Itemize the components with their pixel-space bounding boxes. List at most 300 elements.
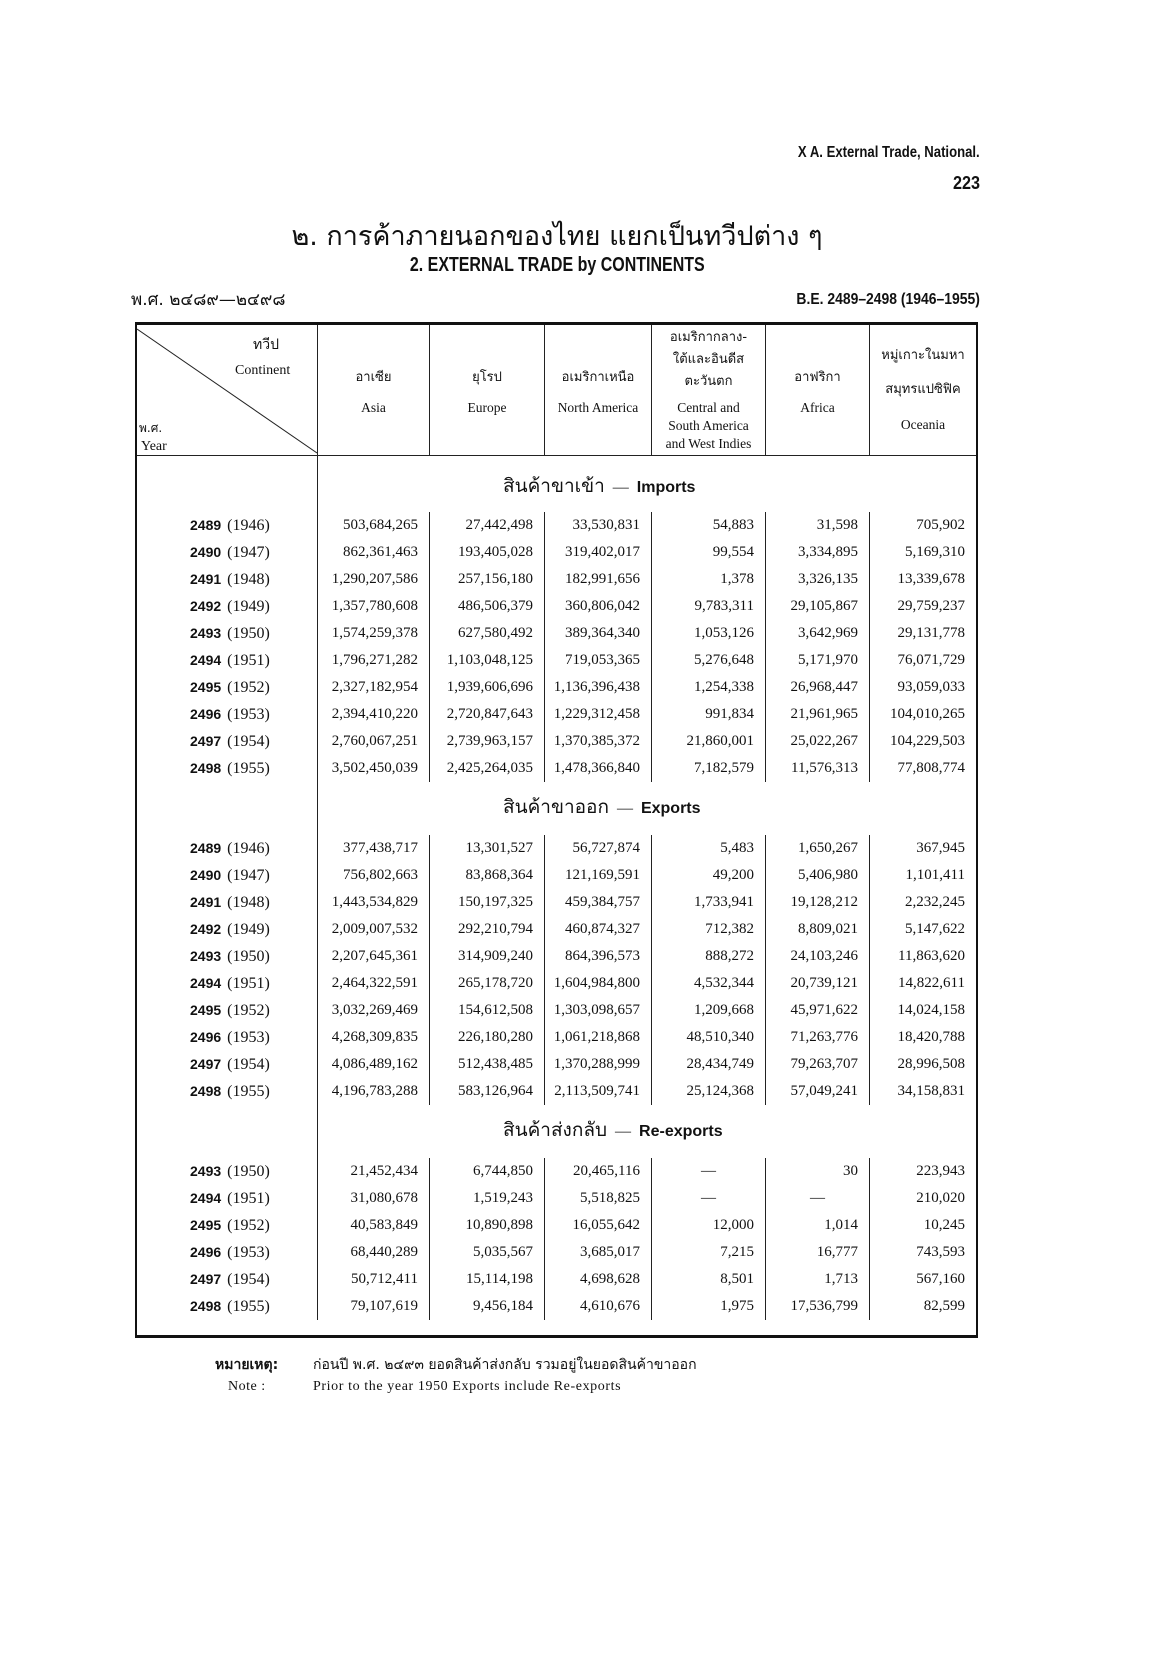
year-gregorian: (1955)	[227, 1298, 270, 1315]
value-central-south-america-west-indies: 712,382	[652, 916, 766, 943]
section-title	[318, 782, 976, 835]
value-oceania: 5,169,310	[905, 544, 965, 560]
corner-year-thai: พ.ศ.	[139, 421, 163, 435]
year-cell	[137, 916, 318, 943]
value-north-america: 719,053,365	[545, 647, 652, 674]
year-gregorian: (1952)	[227, 1002, 270, 1019]
value-central-south-america-west-indies: 1,733,941	[652, 889, 766, 916]
year-buddhist-era: 2495	[190, 1002, 222, 1018]
year-cell	[137, 1024, 318, 1051]
value-north-america: 1,061,218,868	[545, 1024, 652, 1051]
corner-year-english: Year	[141, 439, 167, 454]
section-title-dash: —	[616, 800, 633, 817]
value-central-south-america-west-indies: 7,215	[652, 1239, 766, 1266]
section-title-dash: —	[615, 1123, 632, 1140]
value-africa: 19,128,212	[766, 889, 870, 916]
value-asia: 2,464,322,591	[318, 970, 430, 997]
year-buddhist-era: 2492	[190, 598, 222, 614]
column-header-central-south-america-west-indies	[652, 325, 766, 455]
value-central-south-america-west-indies: —	[652, 1158, 766, 1185]
value-europe: 83,868,364	[430, 862, 545, 889]
header-line: Oceania	[900, 417, 946, 432]
value-asia: 31,080,678	[318, 1185, 430, 1212]
corner-continent-thai: ทวีป	[253, 337, 279, 353]
year-buddhist-era: 2496	[190, 706, 222, 722]
table-row	[137, 1293, 976, 1320]
section-title-thai: สินค้าขาเข้า	[503, 475, 605, 497]
value-europe: 486,506,379	[430, 593, 545, 620]
value-africa: 16,777	[766, 1239, 870, 1266]
value-north-america: 20,465,116	[545, 1158, 652, 1185]
table-row	[137, 1024, 976, 1051]
table-row	[137, 970, 976, 997]
value-africa: 3,642,969	[766, 620, 870, 647]
table-row	[137, 539, 976, 566]
value-asia: 2,394,410,220	[318, 701, 430, 728]
value-oceania: 34,158,831	[897, 1083, 965, 1099]
table-row	[137, 593, 976, 620]
value-oceania: 13,339,678	[897, 571, 965, 587]
header-line: Africa	[800, 400, 835, 415]
column-header-thai	[318, 367, 429, 389]
table-row	[137, 755, 976, 782]
title-thai: ๒. การค้าภายนอกของไทย แยกเป็นทวีปต่าง ๆ	[291, 221, 823, 252]
year-gregorian: (1950)	[227, 1163, 270, 1180]
year-cell	[137, 1185, 318, 1212]
year-gregorian: (1953)	[227, 1029, 270, 1046]
year-buddhist-era: 2496	[190, 1029, 222, 1045]
value-north-america: 1,136,396,438	[545, 674, 652, 701]
section-title	[318, 456, 976, 512]
value-central-south-america-west-indies: 99,554	[652, 539, 766, 566]
table-row	[137, 1239, 976, 1266]
value-central-south-america-west-indies: 48,510,340	[652, 1024, 766, 1051]
table-row	[137, 1158, 976, 1185]
value-europe: 1,103,048,125	[430, 647, 545, 674]
year-cell	[137, 755, 318, 782]
section-exports	[137, 782, 976, 1105]
year-gregorian: (1948)	[227, 894, 270, 911]
year-gregorian: (1947)	[227, 544, 270, 561]
value-central-south-america-west-indies: 991,834	[652, 701, 766, 728]
value-asia: 756,802,663	[318, 862, 430, 889]
value-europe: 627,580,492	[430, 620, 545, 647]
period-english: B.E. 2489–2498 (1946–1955)	[796, 291, 980, 308]
value-asia: 68,440,289	[318, 1239, 430, 1266]
year-gregorian: (1953)	[227, 1244, 270, 1261]
year-buddhist-era: 2490	[190, 544, 222, 560]
value-asia: 2,327,182,954	[318, 674, 430, 701]
note-text-thai: ก่อนปี พ.ศ. ๒๔๙๓ ยอดสินค้าส่งกลับ รวมอยู่ในยอดสินค้าขาออก	[313, 1357, 697, 1373]
year-cell	[137, 1239, 318, 1266]
column-header-asia	[318, 325, 430, 455]
value-asia: 862,361,463	[318, 539, 430, 566]
value-central-south-america-west-indies: 7,182,579	[652, 755, 766, 782]
value-north-america: 460,874,327	[545, 916, 652, 943]
year-gregorian: (1951)	[227, 652, 270, 669]
year-gregorian: (1954)	[227, 1271, 270, 1288]
value-asia: 79,107,619	[318, 1293, 430, 1320]
value-africa: 21,961,965	[766, 701, 870, 728]
year-gregorian: (1952)	[227, 1217, 270, 1234]
trade-table	[135, 322, 978, 1338]
section-heading	[137, 1105, 976, 1158]
value-central-south-america-west-indies: —	[652, 1185, 766, 1212]
value-north-america: 1,370,288,999	[545, 1051, 652, 1078]
value-north-america: 56,727,874	[545, 835, 652, 862]
value-central-south-america-west-indies: 25,124,368	[652, 1078, 766, 1105]
year-cell	[137, 997, 318, 1024]
section-title-dash: —	[612, 479, 629, 496]
year-buddhist-era: 2493	[190, 948, 222, 964]
year-buddhist-era: 2495	[190, 1217, 222, 1233]
value-africa: 31,598	[766, 512, 870, 539]
title-english: 2. EXTERNAL TRADE by CONTINENTS	[409, 254, 705, 276]
year-gregorian: (1954)	[227, 1056, 270, 1073]
section-title-english: Re-exports	[639, 1123, 723, 1140]
value-africa: 57,049,241	[766, 1078, 870, 1105]
value-north-america: 459,384,757	[545, 889, 652, 916]
column-header-thai	[430, 367, 544, 389]
value-europe: 314,909,240	[430, 943, 545, 970]
corner-continent-english: Continent	[235, 363, 291, 378]
header-line: ยุโรป	[472, 370, 502, 385]
table-row	[137, 1185, 976, 1212]
value-oceania: 28,996,508	[897, 1056, 965, 1072]
table-header-row	[137, 325, 976, 456]
value-europe: 154,612,508	[430, 997, 545, 1024]
value-europe: 257,156,180	[430, 566, 545, 593]
year-buddhist-era: 2497	[190, 733, 222, 749]
value-europe: 292,210,794	[430, 916, 545, 943]
value-europe: 226,180,280	[430, 1024, 545, 1051]
year-cell	[137, 539, 318, 566]
year-buddhist-era: 2491	[190, 894, 222, 910]
table-row	[137, 916, 976, 943]
column-header-africa	[766, 325, 870, 455]
year-buddhist-era: 2498	[190, 760, 222, 776]
value-oceania: 5,147,622	[905, 921, 965, 937]
value-oceania: 29,131,778	[897, 625, 965, 641]
value-europe: 10,890,898	[430, 1212, 545, 1239]
year-cell	[137, 970, 318, 997]
column-header-english	[430, 399, 544, 417]
year-cell	[137, 593, 318, 620]
value-oceania: 14,024,158	[897, 1002, 965, 1018]
value-africa: 3,334,895	[766, 539, 870, 566]
value-africa: 17,536,799	[766, 1293, 870, 1320]
table-row	[137, 862, 976, 889]
value-asia: 2,760,067,251	[318, 728, 430, 755]
value-oceania: 367,945	[916, 840, 965, 856]
year-buddhist-era: 2489	[190, 517, 222, 533]
value-oceania: 14,822,611	[898, 975, 965, 991]
column-header-oceania	[870, 325, 976, 455]
value-africa: 11,576,313	[766, 755, 870, 782]
year-column-blank	[137, 1105, 318, 1158]
value-asia: 1,290,207,586	[318, 566, 430, 593]
header-line: อาฟริกา	[794, 370, 841, 385]
value-africa: 3,326,135	[766, 566, 870, 593]
value-north-america: 2,113,509,741	[545, 1078, 652, 1105]
value-oceania: 77,808,774	[897, 760, 965, 776]
value-asia: 503,684,265	[318, 512, 430, 539]
value-central-south-america-west-indies: 5,483	[652, 835, 766, 862]
value-central-south-america-west-indies: 28,434,749	[652, 1051, 766, 1078]
note-label-thai: หมายเหตุ:	[215, 1357, 279, 1373]
year-cell	[137, 1212, 318, 1239]
value-central-south-america-west-indies: 1,209,668	[652, 997, 766, 1024]
value-north-america: 360,806,042	[545, 593, 652, 620]
value-asia: 2,207,645,361	[318, 943, 430, 970]
year-buddhist-era: 2491	[190, 571, 222, 587]
header-line: อเมริกากลาง-	[669, 330, 748, 345]
value-asia: 1,796,271,282	[318, 647, 430, 674]
value-oceania: 210,020	[916, 1190, 965, 1206]
header-line: Central and	[677, 400, 740, 415]
table-row	[137, 701, 976, 728]
value-north-america: 1,229,312,458	[545, 701, 652, 728]
corner-header	[137, 325, 318, 455]
value-north-america: 1,370,385,372	[545, 728, 652, 755]
value-north-america: 5,518,825	[545, 1185, 652, 1212]
corner-diagonal-line	[137, 325, 317, 455]
year-cell	[137, 889, 318, 916]
value-europe: 2,739,963,157	[430, 728, 545, 755]
value-europe: 1,939,606,696	[430, 674, 545, 701]
year-cell	[137, 862, 318, 889]
value-europe: 583,126,964	[430, 1078, 545, 1105]
year-buddhist-era: 2498	[190, 1083, 222, 1099]
year-cell	[137, 620, 318, 647]
section-title-thai: สินค้าขาออก	[503, 796, 609, 818]
value-north-america: 319,402,017	[545, 539, 652, 566]
value-europe: 2,425,264,035	[430, 755, 545, 782]
year-buddhist-era: 2498	[190, 1298, 222, 1314]
value-asia: 4,268,309,835	[318, 1024, 430, 1051]
value-asia: 1,357,780,608	[318, 593, 430, 620]
year-cell	[137, 566, 318, 593]
section-title-english: Exports	[640, 800, 701, 817]
value-north-america: 4,698,628	[545, 1266, 652, 1293]
table-row	[137, 1051, 976, 1078]
value-oceania: 743,593	[916, 1244, 965, 1260]
table-row	[137, 647, 976, 674]
value-central-south-america-west-indies: 21,860,001	[652, 728, 766, 755]
year-cell	[137, 728, 318, 755]
value-north-america: 121,169,591	[545, 862, 652, 889]
column-header-english	[766, 399, 869, 417]
table-row	[137, 997, 976, 1024]
year-buddhist-era: 2497	[190, 1271, 222, 1287]
value-oceania: 104,229,503	[890, 733, 965, 749]
value-asia: 1,443,534,829	[318, 889, 430, 916]
value-central-south-america-west-indies: 12,000	[652, 1212, 766, 1239]
value-oceania: 104,010,265	[890, 706, 965, 722]
value-asia: 40,583,849	[318, 1212, 430, 1239]
value-oceania: 223,943	[916, 1163, 965, 1179]
column-header-thai	[652, 327, 765, 393]
column-header-thai	[545, 367, 651, 389]
value-north-america: 1,478,366,840	[545, 755, 652, 782]
value-north-america: 182,991,656	[545, 566, 652, 593]
year-gregorian: (1950)	[227, 625, 270, 642]
value-north-america: 1,604,984,800	[545, 970, 652, 997]
year-cell	[137, 1293, 318, 1320]
year-buddhist-era: 2492	[190, 921, 222, 937]
year-gregorian: (1955)	[227, 760, 270, 777]
header-line: Asia	[361, 400, 386, 415]
header-line: อเมริกาเหนือ	[561, 370, 635, 385]
section-title	[318, 1105, 976, 1158]
value-europe: 193,405,028	[430, 539, 545, 566]
header-line: South America	[668, 418, 749, 433]
value-north-america: 16,055,642	[545, 1212, 652, 1239]
header-line: Europe	[467, 400, 507, 415]
year-cell	[137, 674, 318, 701]
value-central-south-america-west-indies: 888,272	[652, 943, 766, 970]
column-header-english	[318, 399, 429, 417]
value-europe: 15,114,198	[430, 1266, 545, 1293]
column-header-thai	[870, 339, 976, 407]
value-europe: 1,519,243	[430, 1185, 545, 1212]
value-asia: 50,712,411	[318, 1266, 430, 1293]
year-gregorian: (1947)	[227, 867, 270, 884]
table-row	[137, 1078, 976, 1105]
year-column-blank	[137, 782, 318, 835]
value-central-south-america-west-indies: 8,501	[652, 1266, 766, 1293]
value-central-south-america-west-indies: 9,783,311	[652, 593, 766, 620]
value-africa: 5,406,980	[766, 862, 870, 889]
value-oceania: 10,245	[923, 1217, 965, 1233]
value-oceania: 76,071,729	[897, 652, 965, 668]
section-imports	[137, 456, 976, 782]
value-asia: 3,502,450,039	[318, 755, 430, 782]
year-gregorian: (1949)	[227, 598, 270, 615]
value-oceania: 93,059,033	[897, 679, 965, 695]
year-gregorian: (1951)	[227, 975, 270, 992]
header-line: ใต้และอินดีส	[672, 352, 745, 367]
year-cell	[137, 1158, 318, 1185]
value-africa: 8,809,021	[766, 916, 870, 943]
table-row	[137, 728, 976, 755]
year-buddhist-era: 2494	[190, 975, 222, 991]
value-central-south-america-west-indies: 54,883	[652, 512, 766, 539]
value-europe: 5,035,567	[430, 1239, 545, 1266]
table-row	[137, 1212, 976, 1239]
year-buddhist-era: 2497	[190, 1056, 222, 1072]
value-central-south-america-west-indies: 1,254,338	[652, 674, 766, 701]
section-heading	[137, 456, 976, 512]
year-buddhist-era: 2490	[190, 867, 222, 883]
year-cell	[137, 1266, 318, 1293]
value-asia: 21,452,434	[318, 1158, 430, 1185]
value-asia: 377,438,717	[318, 835, 430, 862]
value-africa: 29,105,867	[766, 593, 870, 620]
table-row	[137, 674, 976, 701]
year-gregorian: (1954)	[227, 733, 270, 750]
value-oceania: 2,232,245	[905, 894, 965, 910]
year-column-blank	[137, 456, 318, 512]
value-europe: 512,438,485	[430, 1051, 545, 1078]
value-asia: 2,009,007,532	[318, 916, 430, 943]
year-buddhist-era: 2496	[190, 1244, 222, 1260]
value-europe: 265,178,720	[430, 970, 545, 997]
year-gregorian: (1946)	[227, 517, 270, 534]
header-line: ตะวันตก	[684, 374, 733, 389]
value-central-south-america-west-indies: 1,053,126	[652, 620, 766, 647]
column-header-english	[652, 399, 765, 453]
value-oceania: 11,863,620	[898, 948, 965, 964]
value-europe: 13,301,527	[430, 835, 545, 862]
table-row	[137, 1266, 976, 1293]
value-africa: 26,968,447	[766, 674, 870, 701]
value-africa: 1,014	[766, 1212, 870, 1239]
table-body	[137, 456, 976, 1335]
value-north-america: 4,610,676	[545, 1293, 652, 1320]
value-oceania: 18,420,788	[897, 1029, 965, 1045]
year-buddhist-era: 2494	[190, 1190, 222, 1206]
value-central-south-america-west-indies: 1,378	[652, 566, 766, 593]
header-line: สมุทรแปซิฟิค	[885, 382, 961, 397]
value-central-south-america-west-indies: 5,276,648	[652, 647, 766, 674]
year-buddhist-era: 2494	[190, 652, 222, 668]
column-header-north-america	[545, 325, 652, 455]
value-north-america: 1,303,098,657	[545, 997, 652, 1024]
year-cell	[137, 1078, 318, 1105]
value-oceania: 82,599	[923, 1298, 965, 1314]
period-thai: พ.ศ. ๒๔๘๙—๒๔๙๘	[131, 290, 286, 310]
year-gregorian: (1950)	[227, 948, 270, 965]
value-europe: 150,197,325	[430, 889, 545, 916]
value-africa: 79,263,707	[766, 1051, 870, 1078]
year-gregorian: (1953)	[227, 706, 270, 723]
table-row	[137, 943, 976, 970]
value-africa: —	[766, 1185, 870, 1212]
header-line: หมู่เกาะในมหา	[881, 348, 965, 363]
value-africa: 24,103,246	[766, 943, 870, 970]
header-line: North America	[557, 400, 639, 415]
year-buddhist-era: 2495	[190, 679, 222, 695]
value-europe: 6,744,850	[430, 1158, 545, 1185]
year-gregorian: (1955)	[227, 1083, 270, 1100]
year-cell	[137, 512, 318, 539]
table-row	[137, 512, 976, 539]
value-oceania: 1,101,411	[905, 867, 965, 883]
section-title-thai: สินค้าส่งกลับ	[503, 1119, 608, 1141]
title-english-wrapper	[0, 253, 1114, 277]
value-north-america: 3,685,017	[545, 1239, 652, 1266]
column-header-thai	[766, 367, 869, 389]
value-africa: 71,263,776	[766, 1024, 870, 1051]
value-europe: 27,442,498	[430, 512, 545, 539]
value-africa: 5,171,970	[766, 647, 870, 674]
header-line: อาเซีย	[355, 370, 392, 385]
table-row	[137, 835, 976, 862]
value-africa: 1,650,267	[766, 835, 870, 862]
section-heading	[137, 782, 976, 835]
year-buddhist-era: 2493	[190, 1163, 222, 1179]
value-oceania: 29,759,237	[897, 598, 965, 614]
value-oceania: 705,902	[916, 517, 965, 533]
year-gregorian: (1952)	[227, 679, 270, 696]
value-africa: 30	[766, 1158, 870, 1185]
year-cell	[137, 1051, 318, 1078]
table-row	[137, 889, 976, 916]
value-africa: 1,713	[766, 1266, 870, 1293]
table-row	[137, 620, 976, 647]
year-cell	[137, 701, 318, 728]
